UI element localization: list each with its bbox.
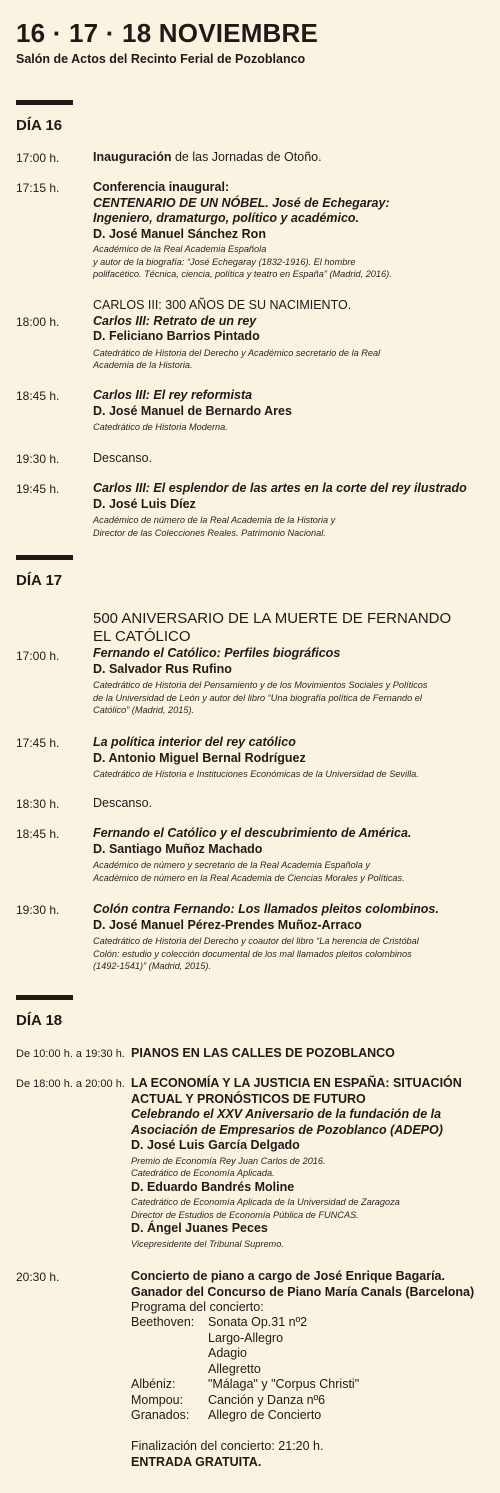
- day-16-header: [16, 100, 73, 134]
- speaker-bio: polifacético. Técnica, ciencia, política y teatro en España” (Madrid, 2016).: [93, 269, 392, 279]
- speaker-bio: Catedrático de Historia del Derecho y Académico secretario de la Real: [93, 347, 381, 358]
- program-row: [131, 1408, 359, 1424]
- event-fernando-anniversary: [93, 610, 451, 717]
- speaker-bio: Catedrático de Historia del Derecho y coautor del libro “La herencia de Cristóbal: [93, 936, 419, 946]
- speaker-bio: Académico de número en la Real Academia de Ciencias Morales y Políticas.: [93, 872, 405, 883]
- event-time: 18:00 h.: [16, 315, 60, 329]
- speaker-bio: Académico de la Real Academia Española: [93, 244, 267, 254]
- event-text: Descanso.: [93, 796, 153, 810]
- piece-title: Canción y Danza nº6: [208, 1392, 326, 1407]
- speaker-bio: Director de las Colecciones Reales. Patrimonio Nacional.: [93, 527, 326, 538]
- program-row: [131, 1331, 359, 1347]
- speaker-bio: (1492-1541)” (Madrid, 2015).: [93, 961, 211, 971]
- event-title: Fernando el Católico: Perfiles biográficos: [93, 646, 341, 660]
- event-colombine-lawsuits: [93, 902, 439, 973]
- speaker-bio: de la Universidad de León y autor del libro “Una biografía política de Fernando el: [93, 692, 422, 703]
- program-spacer: [131, 1424, 359, 1440]
- speaker-bio: Catedrático de Historia e Instituciones Económicas de la Universidad de Sevilla.: [93, 769, 419, 779]
- event-text: de las Jornadas de Otoño.: [171, 150, 322, 164]
- composer-name: Albéniz:: [131, 1377, 176, 1391]
- event-arts-splendor: [93, 481, 467, 539]
- event-section-title-2: ACTUAL Y PRONÓSTICOS DE FUTURO: [131, 1091, 366, 1106]
- speaker-name: D. Eduardo Bandrés Moline: [131, 1179, 295, 1194]
- event-america-discovery: [93, 826, 411, 884]
- speaker-bio: y autor de la biografía: “José Echegaray (1832-1916). El hombre: [93, 256, 356, 267]
- event-title-2: Asociación de Empresarios de Pozoblanco (ADEPO): [131, 1122, 443, 1137]
- venue-subtitle: Salón de Actos del Recinto Ferial de Pozoblanco: [16, 52, 306, 66]
- event-text: Descanso.: [93, 451, 153, 465]
- speaker-bio: Católico” (Madrid, 2015).: [93, 705, 195, 715]
- composer-name: Beethoven:: [131, 1315, 195, 1329]
- speaker-name: D. José Manuel de Bernardo Ares: [93, 403, 292, 418]
- event-section-title: 500 ANIVERSARIO DE LA MUERTE DE FERNANDO: [93, 610, 452, 627]
- event-title: Inauguración: [93, 150, 172, 164]
- speaker-name: D. Ángel Juanes Peces: [131, 1221, 268, 1235]
- event-title: Fernando el Católico y el descubrimiento de América.: [93, 826, 412, 840]
- event-carlos-portrait: [93, 298, 380, 372]
- event-interior-policy: [93, 735, 419, 781]
- event-reformist-king: [93, 388, 292, 434]
- piece-title: "Málaga" y "Corpus Christi": [208, 1377, 360, 1391]
- day-label: DÍA 16: [16, 117, 63, 134]
- piece-title: Largo-Allegro: [208, 1330, 284, 1345]
- event-time: 19:30 h.: [16, 903, 60, 917]
- speaker-bio: Colón: estudio y colección documental de los mal llamados pleitos colombinos: [93, 948, 412, 959]
- event-street-pianos: [131, 1046, 395, 1062]
- speaker-name: D. Feliciano Barrios Pintado: [93, 329, 260, 343]
- day-label: DÍA 17: [16, 572, 63, 589]
- piece-title: Adagio: [208, 1346, 247, 1360]
- event-time: 20:30 h.: [16, 1270, 60, 1284]
- speaker-bio: Academia de la Historia.: [93, 360, 193, 370]
- event-section-title: CARLOS III: 300 AÑOS DE SU NACIMIENTO.: [93, 298, 352, 312]
- event-section-title: LA ECONOMÍA Y LA JUSTICIA EN ESPAÑA: SITUACIÓN: [131, 1076, 462, 1090]
- speaker-bio: Premio de Economía Rey Juan Carlos de 2016.: [131, 1155, 326, 1166]
- speaker-bio: Catedrático de Economía Aplicada de la Universidad de Zaragoza: [131, 1197, 400, 1207]
- event-title: Carlos III: El esplendor de las artes en la corte del rey ilustrado: [93, 481, 467, 495]
- speaker-name: D. José Manuel Pérez-Prendes Muñoz-Arraco: [93, 917, 362, 932]
- speaker-bio: Director de Estudios de Economía Pública de FUNCAS.: [131, 1209, 359, 1220]
- event-time: De 18:00 h. a 20:00 h.: [16, 1078, 125, 1090]
- program-row: [131, 1346, 359, 1362]
- program-row: [131, 1315, 359, 1331]
- program-row: [131, 1362, 359, 1378]
- event-time: 18:45 h.: [16, 827, 60, 841]
- free-entry-note: ENTRADA GRATUITA.: [131, 1454, 262, 1469]
- event-title: PIANOS EN LAS CALLES DE POZOBLANCO: [131, 1046, 395, 1060]
- event-piano-concert: [131, 1269, 474, 1316]
- event-title: Concierto de piano a cargo de José Enrique Bagaría.: [131, 1269, 445, 1283]
- day-17-header: [16, 555, 73, 589]
- event-inauguration: [93, 150, 322, 166]
- speaker-bio: Vicepresidente del Tribunal Supremo.: [131, 1238, 284, 1249]
- composer-name: Granados:: [131, 1408, 190, 1422]
- concert-program: [131, 1315, 359, 1470]
- event-title: La política interior del rey católico: [93, 735, 296, 749]
- event-section-title-2: EL CATÓLICO: [93, 628, 191, 645]
- event-time: 19:45 h.: [16, 482, 60, 496]
- event-kicker: Conferencia inaugural:: [93, 180, 230, 194]
- event-time: De 10:00 h. a 19:30 h.: [16, 1048, 125, 1060]
- day-divider-bar: [16, 100, 73, 105]
- event-time: 17:00 h.: [16, 151, 60, 165]
- program-row: [131, 1377, 359, 1393]
- event-inaugural-conference: [93, 180, 392, 281]
- speaker-bio: Académico de número y secretario de la Real Academia Española y: [93, 860, 370, 870]
- event-title: Carlos III: El rey reformista: [93, 388, 253, 402]
- piece-title: Allegretto: [208, 1361, 261, 1376]
- event-title: Celebrando el XXV Aniversario de la fundación de la: [131, 1107, 442, 1121]
- piece-title: Allegro de Concierto: [208, 1408, 322, 1422]
- speaker-bio: Catedrático de Historia Moderna.: [93, 422, 228, 432]
- speaker-name: D. José Luis Díez: [93, 496, 196, 511]
- concert-end-time: Finalización del concierto: 21:20 h.: [131, 1439, 324, 1453]
- event-time: 18:30 h.: [16, 797, 60, 811]
- speaker-bio: Catedrático de Economía Aplicada.: [131, 1168, 275, 1178]
- speaker-name: D. Santiago Muñoz Machado: [93, 841, 263, 856]
- event-time: 17:15 h.: [16, 181, 60, 195]
- day-divider-bar: [16, 995, 73, 1000]
- event-title: Colón contra Fernando: Los llamados pleitos colombinos.: [93, 902, 439, 916]
- event-title-2: Ingeniero, dramaturgo, político y académico.: [93, 211, 360, 225]
- event-time: 17:45 h.: [16, 736, 60, 750]
- speaker-name: D. José Manuel Sánchez Ron: [93, 226, 266, 241]
- event-time: 17:00 h.: [16, 649, 60, 663]
- speaker-name: D. Antonio Miguel Bernal Rodríguez: [93, 750, 306, 765]
- event-title: CENTENARIO DE UN NÓBEL. José de Echegaray:: [93, 195, 390, 210]
- day-divider-bar: [16, 555, 73, 560]
- piece-title: Sonata Op.31 nº2: [208, 1315, 308, 1329]
- speaker-bio: Académico de número de la Real Academia de la Historia y: [93, 515, 336, 525]
- event-title-2: Ganador del Concurso de Piano María Canals (Barcelona): [131, 1284, 475, 1299]
- event-break: [93, 796, 152, 812]
- speaker-bio: Catedrático de Historia del Pensamiento y de los Movimientos Sociales y Políticos: [93, 680, 428, 690]
- event-economy-justice: [131, 1076, 462, 1250]
- composer-name: Mompou:: [131, 1392, 184, 1407]
- day-label: DÍA 18: [16, 1012, 63, 1029]
- page-title: 16 · 17 · 18 NOVIEMBRE: [16, 18, 319, 48]
- event-title: Carlos III: Retrato de un rey: [93, 313, 257, 328]
- speaker-name: D. Salvador Rus Rufino: [93, 661, 232, 676]
- event-break: [93, 451, 152, 467]
- program-heading: Programa del concierto:: [131, 1300, 264, 1314]
- event-time: 19:30 h.: [16, 452, 60, 466]
- program-row: [131, 1393, 359, 1409]
- speaker-name: D. José Luis García Delgado: [131, 1138, 300, 1152]
- day-18-header: [16, 995, 73, 1029]
- event-time: 18:45 h.: [16, 389, 60, 403]
